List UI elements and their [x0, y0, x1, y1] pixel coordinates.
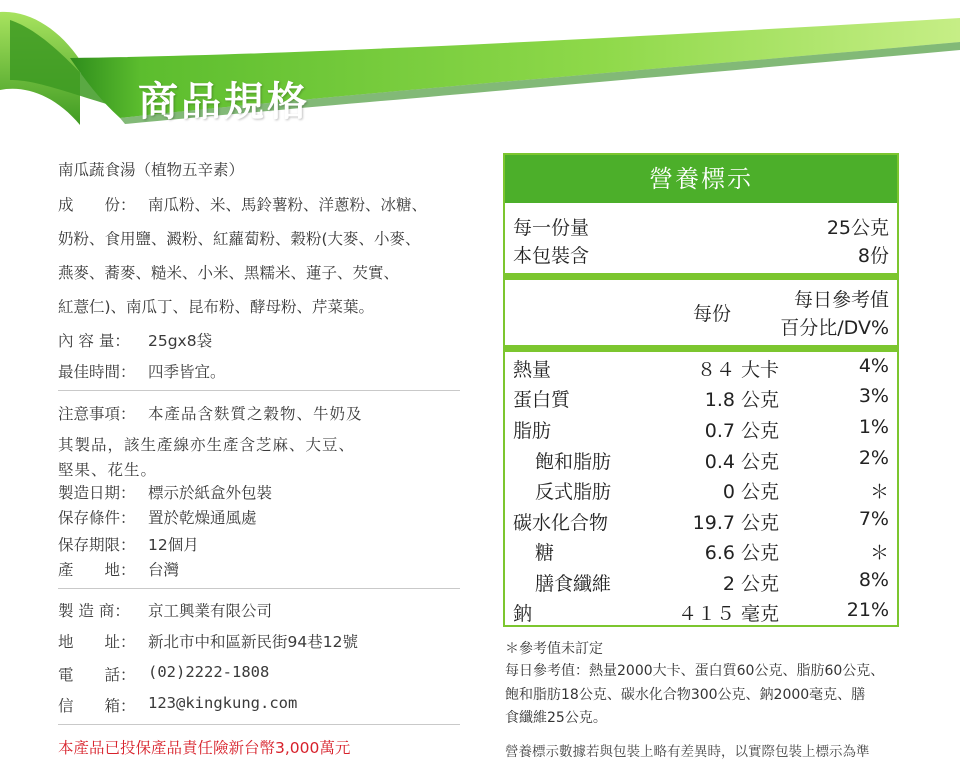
address-label: 地 址：	[58, 633, 136, 651]
origin-label: 產 地：	[58, 561, 136, 579]
nutrient-name: 脂肪	[513, 420, 552, 442]
content-label: 內 容 量：	[58, 332, 130, 350]
nutrient-dv: 7%	[858, 508, 889, 530]
shelf-life-value: 12個月	[148, 536, 199, 554]
insurance-notice: 本產品已投保產品責任險新台幣3,000萬元	[58, 739, 351, 757]
ingredients-line: 燕麥、蕎麥、糙米、小米、黑糯米、蓮子、芡實、	[58, 264, 400, 282]
nutrition-title: 營養標示	[505, 155, 897, 203]
storage-label: 保存條件：	[58, 509, 136, 527]
product-name: 南瓜蔬食湯（植物五辛素）	[58, 161, 245, 179]
nutrient-name: 飽和脂肪	[535, 451, 612, 473]
mfg-date-value: 標示於紙盒外包裝	[148, 484, 273, 502]
nutrient-dv: 3%	[858, 385, 889, 407]
divider-bar	[505, 345, 897, 352]
nutrient-dv: ＊	[869, 542, 889, 564]
maker-value: 京工興業有限公司	[148, 602, 273, 620]
dv-header-line2: 百分比/DV%	[780, 317, 889, 339]
nutrient-value: 0.7 公克	[704, 420, 779, 442]
divider	[58, 588, 460, 589]
nutrient-value: 0 公克	[722, 481, 779, 503]
nutrient-value: ８４ 大卡	[696, 359, 779, 381]
shelf-life-label: 保存期限：	[58, 536, 136, 554]
footnote-line: 飽和脂肪18公克、碳水化合物300公克、鈉2000毫克、膳	[505, 687, 866, 703]
nutrient-value: 0.4 公克	[704, 451, 779, 473]
notice-line: 本產品含麩質之穀物、牛奶及	[148, 405, 363, 423]
phone-label: 電 話：	[58, 666, 136, 684]
nutrient-value: 6.6 公克	[704, 542, 779, 564]
nutrient-dv: 2%	[858, 447, 889, 469]
nutrient-dv: 21%	[846, 599, 889, 621]
footnote-line: 每日參考值：熱量2000大卡、蛋白質60公克、脂肪60公克、	[505, 663, 885, 679]
divider-bar	[505, 273, 897, 280]
notice-line: 其製品，該生產線亦生產含芝麻、大豆、	[58, 436, 356, 454]
divider	[58, 390, 460, 391]
nutrient-name: 膳食纖維	[535, 573, 612, 595]
serving-value: 25公克	[826, 217, 889, 239]
origin-value: 台灣	[148, 561, 180, 579]
address-value: 新北市中和區新民街94巷12號	[148, 633, 358, 651]
ingredients-line: 紅薏仁)、南瓜丁、昆布粉、酵母粉、芹菜葉。	[58, 298, 375, 316]
footnote-line: 食纖維25公克。	[505, 710, 607, 726]
nutrient-value: 19.7 公克	[692, 512, 779, 534]
best-time-value: 四季皆宜。	[148, 363, 226, 381]
nutrition-panel	[503, 153, 899, 627]
per-serving-header: 每份	[693, 303, 732, 325]
banner	[0, 0, 960, 140]
email-value: 123@kingkung.com	[148, 694, 298, 712]
disclaimer: 營養標示數據若與包裝上略有差異時，以實際包裝上標示為準	[505, 744, 870, 760]
nutrient-dv: 1%	[858, 416, 889, 438]
nutrient-name: 反式脂肪	[535, 481, 612, 503]
nutrient-name: 蛋白質	[513, 389, 571, 411]
footnote-title: ＊參考值未訂定	[505, 641, 603, 657]
nutrient-name: 糖	[535, 542, 555, 564]
nutrient-dv: 4%	[858, 355, 889, 377]
divider	[58, 724, 460, 725]
phone-value: (02)2222-1808	[148, 663, 270, 681]
content-value: 25gx8袋	[148, 332, 213, 350]
dv-header-line1: 每日參考值	[793, 289, 889, 311]
serving-label: 每一份量	[513, 217, 590, 239]
nutrient-name: 熱量	[513, 359, 552, 381]
mfg-date-label: 製造日期：	[58, 484, 136, 502]
nutrient-dv: ＊	[869, 481, 889, 503]
nutrient-value: 2 公克	[722, 573, 779, 595]
storage-value: 置於乾燥通風處	[148, 509, 257, 527]
nutrient-name: 鈉	[513, 603, 533, 625]
nutrient-dv: 8%	[858, 569, 889, 591]
notice-line: 堅果、花生。	[58, 461, 158, 479]
nutrient-name: 碳水化合物	[513, 512, 609, 534]
ingredients-label: 成 份：	[58, 196, 136, 214]
ingredients-line: 奶粉、食用鹽、澱粉、紅蘿蔔粉、穀粉(大麥、小麥、	[58, 230, 421, 248]
nutrient-value: 1.8 公克	[704, 389, 779, 411]
maker-label: 製 造 商：	[58, 602, 130, 620]
servings-label: 本包裝含	[513, 245, 590, 267]
servings-value: 8份	[857, 245, 889, 267]
nutrient-value: ４１５ 毫克	[677, 603, 779, 625]
email-label: 信 箱：	[58, 697, 136, 715]
notice-label: 注意事項：	[58, 405, 136, 423]
ingredients-line: 南瓜粉、米、馬鈴薯粉、洋蔥粉、冰糖、	[148, 196, 428, 214]
best-time-label: 最佳時間：	[58, 363, 136, 381]
banner-title: 商品規格	[138, 79, 310, 125]
